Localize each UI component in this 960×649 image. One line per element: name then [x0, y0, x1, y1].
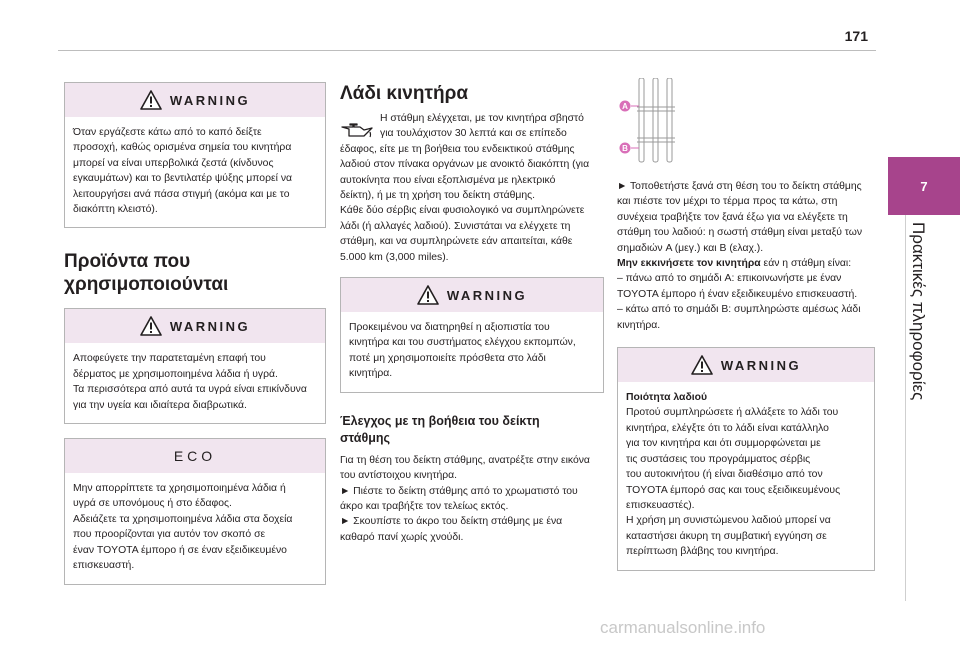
dipstick-diagram [617, 78, 687, 164]
text-line: ► Σκουπίστε το άκρο του δείκτη στάθμης με ένα [340, 516, 563, 528]
text-line: Προτού συμπληρώσετε ή αλλάξετε το λάδι του [626, 407, 839, 419]
text-line: λαδιού στον πίνακα οργάνων με ανοικτό διακόπτη (για [340, 159, 590, 171]
section-heading-products [64, 250, 326, 296]
text-line: διακόπτη κλειστό). [73, 204, 158, 216]
column-left [64, 82, 326, 599]
refill-rest: εάν η στάθμη είναι: [760, 258, 852, 270]
text-line: καταστήσει άκυρη τη συμβατική εγγύηση σε [626, 530, 827, 542]
text-line: καθαρό πανί χωρίς χνούδι. [340, 531, 464, 543]
refill-bold: Μην εκκινήσετε τον κινητήρα [617, 258, 761, 270]
text-line: 5.000 km (3,000 miles). [340, 251, 449, 263]
text-line: – κάτω από το σημάδι B: συμπληρώστε αμέσως λάδι [617, 304, 861, 316]
watermark-text: carmanualsonline.info [600, 618, 766, 637]
warning-label: WARNING [446, 287, 528, 303]
text-line: μπορεί να είναι υπερβολικά ζεστά (κίνδυνος [73, 157, 274, 169]
refill-condition [617, 256, 875, 271]
heading-line: Προϊόντα που [64, 251, 191, 273]
text-line: δέρματος με χρησιμοποιημένα λάδια ή υγρά. [73, 368, 278, 380]
dipstick-step-text [617, 179, 875, 333]
warning-text [65, 117, 325, 227]
oil-intro [340, 111, 604, 142]
text-line: τις συστάσεις του προγράμματος σέρβις [626, 453, 811, 465]
warning-label: WARNING [169, 318, 251, 334]
text-line: έναν TOYOTA έμπορο ή σε έναν εξειδικευμένο [73, 544, 287, 556]
warning-title: Ποιότητα λαδιού [626, 392, 708, 404]
heading-line: στάθμης [340, 430, 391, 445]
column-right [617, 82, 875, 585]
warning-header [341, 278, 603, 312]
text-line: επισκευαστή. [73, 560, 135, 572]
text-line: Μην απορρίπτετε τα χρησιμοποιημένα λάδια ή [73, 483, 286, 495]
text-line: για τον κινητήρα και ότι συμμορφώνεται με [626, 438, 821, 450]
text-line: Τα περισσότερα από αυτά τα υγρά είναι επικίνδυνα [73, 384, 307, 396]
warning-header [618, 348, 874, 382]
marker-b-label: B [622, 144, 628, 153]
text-line: άκρο και τραβήξτε τον τελείως εκτός. [340, 500, 509, 512]
text-line: TOYOTA έμπορό σας και τους εξειδικευμένους [626, 484, 841, 496]
column-middle [340, 82, 604, 545]
warning-text [341, 312, 603, 392]
warning-triangle-icon [417, 285, 439, 305]
header-rule [58, 50, 876, 51]
intro-text [340, 142, 604, 265]
warning-text [618, 382, 874, 569]
text-line: δείκτη), ή με τη χρήση του δείκτη στάθμης. [340, 190, 536, 202]
text-line: Κάθε δύο σέρβις είναι φυσιολογικό να συμπληρώνετε [340, 205, 585, 217]
warning-triangle-icon [691, 355, 713, 375]
text-line: TOYOTA έμπορο ή έναν εξειδικευμένο επισκευαστή. [617, 288, 858, 300]
warning-header [65, 309, 325, 343]
text-line: και πιέστε τον μέχρι το τέρμα προς τα κάτω, στη [617, 196, 838, 208]
text-line: Προκειμένου να διατηρηθεί η αξιοπιστία του [349, 322, 550, 334]
text-line: λάδι (ή αλλαγές λαδιού). Συνιστάται να ελέγχετε τη [340, 220, 571, 232]
heading-line: χρησιμοποιούνται [64, 274, 229, 296]
text-line: ► Τοποθετήστε ξανά στη θέση του το δείκτη στάθμης [617, 181, 862, 192]
text-line: επισκευαστές). [626, 499, 695, 511]
page-number: 171 [844, 28, 868, 44]
text-line: στάθμη του λαδιού: η σωστή στάθμη είναι μεταξύ των [617, 227, 863, 239]
warning-triangle-icon [140, 90, 162, 110]
text-line: προσοχή, καθώς ορισμένα σημεία του κινητήρα [73, 142, 292, 154]
warning-box-oil-quality [617, 347, 875, 570]
eco-label: ECO [173, 448, 217, 465]
text-line: του αντίστοιχου κινητήρα. [340, 470, 458, 482]
warning-triangle-icon [140, 316, 162, 336]
text-line: αυτοκίνητα που είναι εξοπλισμένα με ηλεκτρικό [340, 174, 556, 186]
text-line: στάθμη, και να συμπληρώνετε εάν απαιτείται, κάθε [340, 236, 573, 248]
eco-text [65, 473, 325, 583]
text-line: κινητήρα, ελέγξτε ότι το λάδι είναι κατάλληλο [626, 422, 829, 434]
warning-box-skin-contact [64, 308, 326, 424]
text-line: έδαφος, είτε με τη βοήθεια του ενδεικτικού στάθμης [340, 143, 575, 155]
text-line: λειτουργήσει ανά πάσα στιγμή (ακόμα και με το [73, 188, 290, 200]
text-line: Όταν εργάζεστε κάτω από το καπό δείξτε [73, 127, 262, 138]
chapter-tab[interactable]: 7 [888, 157, 960, 215]
oil-can-icon [340, 119, 374, 141]
eco-box [64, 438, 326, 584]
text-line: κινητήρα. [349, 368, 393, 380]
text-line: ποτέ μη χρησιμοποιείτε πρόσθετα στο λάδι [349, 352, 546, 364]
marker-a-label: A [622, 102, 628, 111]
chapter-divider [905, 215, 906, 601]
text-line: Αδειάζετε τα χρησιμοποιημένα λάδια στα δοχεία [73, 513, 293, 525]
text-line: για τουλάχιστον 30 λεπτά και σε επίπεδο [380, 128, 567, 140]
text-line: εγκαυμάτων) και το βεντιλατέρ ψύξης μπορεί να [73, 173, 293, 185]
subheading-dipstick-check [340, 413, 604, 447]
text-line: σημαδιών A (μεγ.) και B (ελαχ.). [617, 242, 764, 254]
text-line: συνέχεια τραβήξτε τον ξανά έξω για να ελέγξετε τη [617, 211, 848, 223]
eco-header [65, 439, 325, 473]
text-line: περίπτωση βλάβης του κινητήρα. [626, 546, 779, 558]
text-line: για την υγεία και ιδιαίτερα διαβρωτικά. [73, 399, 247, 411]
text-line: κινητήρα και του συστήματος ελέγχου εκπομπών, [349, 337, 576, 349]
text-line: Η στάθμη ελέγχεται, με τον κινητήρα σβηστό [380, 113, 584, 124]
text-line: υγρά σε υπονόμους ή στο έδαφος. [73, 498, 232, 510]
section-heading-engine-oil: Λάδι κινητήρα [340, 83, 468, 104]
text-line: Αποφεύγετε την παρατεταμένη επαφή του [73, 353, 266, 365]
text-line: – πάνω από το σημάδι A: επικοινωνήστε με έναν [617, 273, 842, 285]
intro-indented [380, 111, 584, 142]
check-text [340, 453, 604, 545]
text-line: κινητήρα. [617, 319, 661, 331]
warning-box-hot-engine [64, 82, 326, 228]
chapter-title: Πρακτικές πληροφορίες [909, 222, 928, 401]
text-line: Για τη θέση του δείκτη στάθμης, ανατρέξτε στην εικόνα [340, 454, 590, 466]
warning-header [65, 83, 325, 117]
text-line: ► Πιέστε το δείκτη στάθμης από το χρωματιστό του [340, 485, 578, 497]
heading-line: Έλεγχος με τη βοήθεια του δείκτη [340, 413, 540, 428]
warning-text [65, 343, 325, 423]
text-line: του αυτοκινήτου (ή είναι διαθέσιμο από τον [626, 469, 823, 481]
warning-box-additives [340, 277, 604, 393]
warning-label: WARNING [169, 92, 251, 108]
text-line: Η χρήση μη συνιστώμενου λαδιού μπορεί να [626, 515, 831, 527]
text-line: που προορίζονται για αυτόν τον σκοπό σε [73, 529, 266, 541]
warning-label: WARNING [720, 357, 802, 373]
